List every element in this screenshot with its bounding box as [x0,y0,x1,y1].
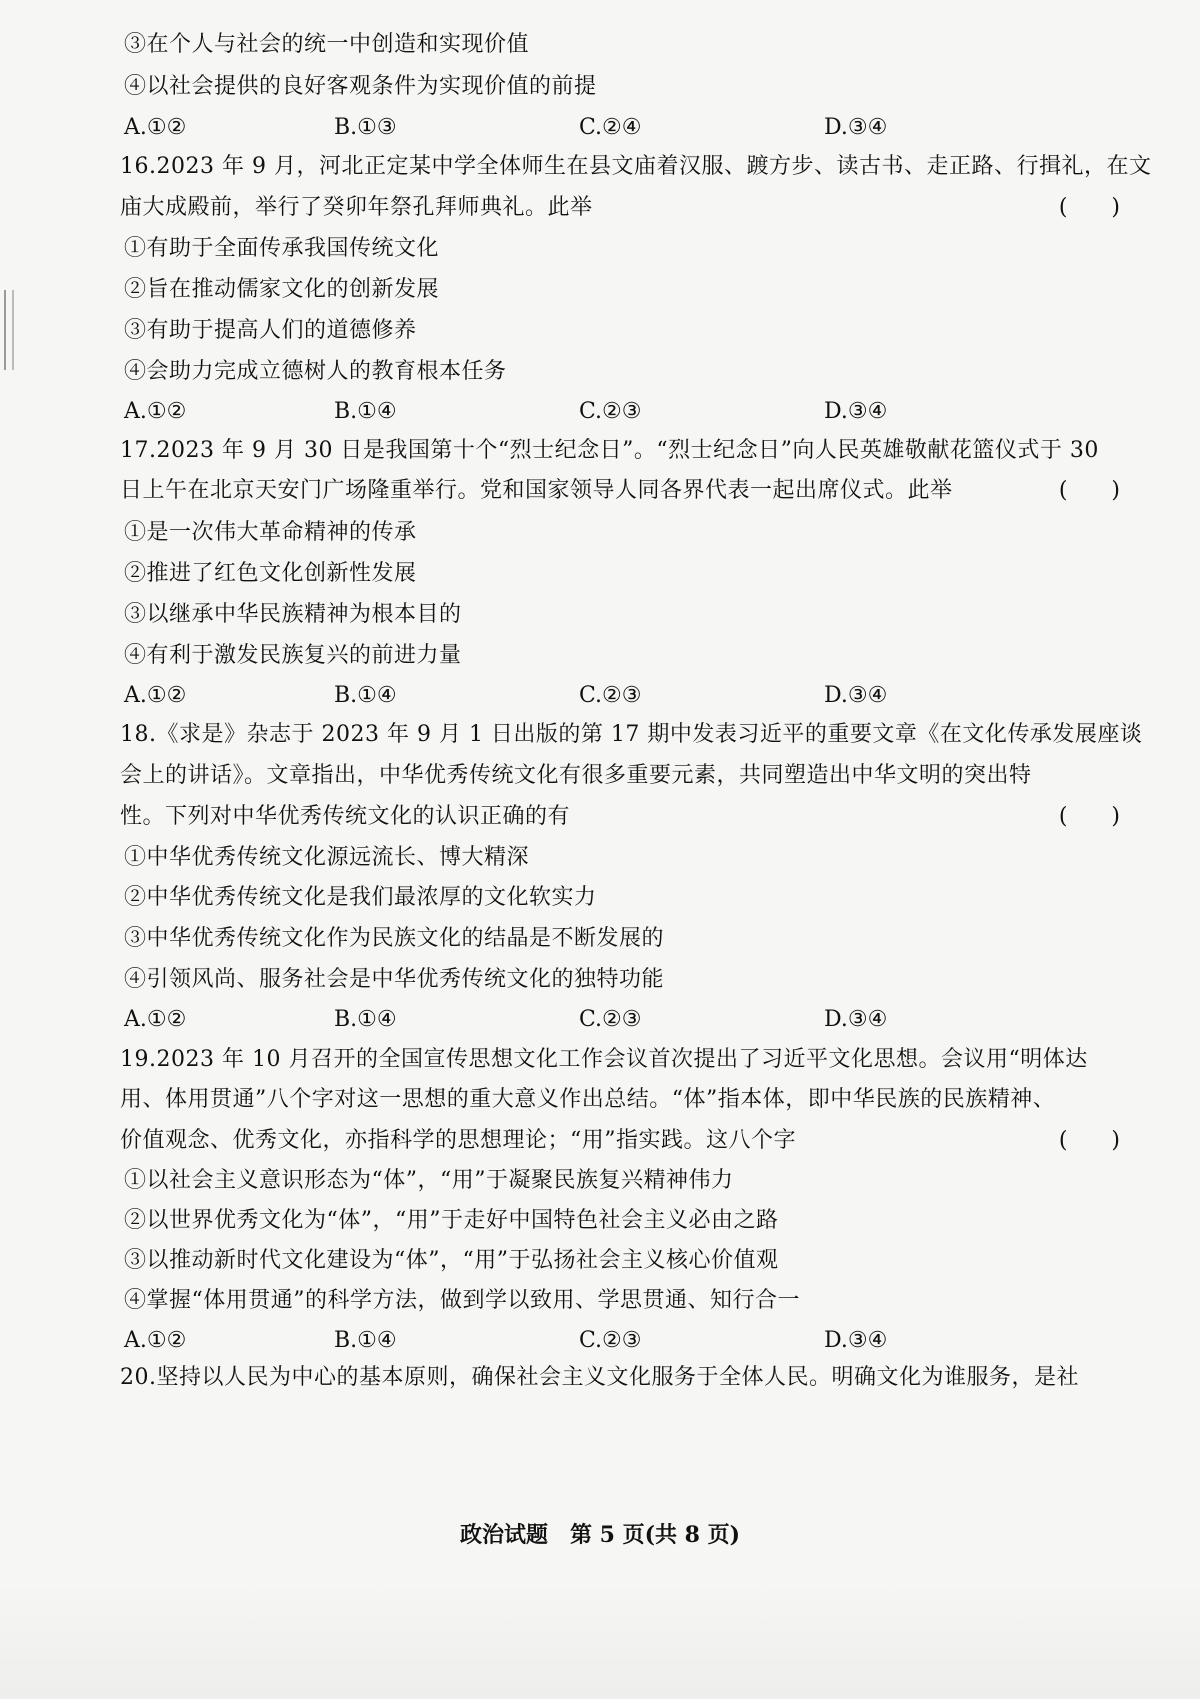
q15-choice-b: B.①③ [334,115,397,140]
q15-choice-c: C.②④ [579,115,642,140]
q18-choices [124,1005,1024,1035]
q15-option-4: ④以社会提供的良好客观条件为实现价值的前提 [124,74,597,99]
q19-option-1: ①以社会主义意识形态为“体”，“用”于凝聚民族复兴精神伟力 [124,1168,734,1193]
q18-answer-paren: ( ) [1058,804,1120,829]
q19-choices [124,1326,1024,1356]
q19-option-2: ②以世界优秀文化为“体”，“用”于走好中国特色社会主义必由之路 [124,1208,779,1233]
q16-choices [124,397,1024,427]
q17-answer-paren: ( ) [1058,478,1120,503]
q17-choice-d: D.③④ [824,683,888,708]
q19-option-4: ④掌握“体用贯通”的科学方法，做到学以致用、学思贯通、知行合一 [124,1288,800,1313]
q17-choice-a: A.①② [124,683,187,708]
q15-choice-d: D.③④ [824,115,888,140]
q17-choice-c: C.②③ [579,683,642,708]
q16-choice-c: C.②③ [579,399,642,424]
q16-stem-line-1: 16.2023 年 9 月，河北正定某中学全体师生在县文庙着汉服、踱方步、读古书、走正路、行揖礼，在文 [120,154,1152,179]
q19-stem-line-2: 用、体用贯通”八个字对这一思想的重大意义作出总结。“体”指本体，即中华民族的民族精神、 [120,1087,1056,1112]
q16-answer-paren: ( ) [1058,195,1120,220]
q18-stem-line-2: 会上的讲话》。文章指出，中华优秀传统文化有很多重要元素，共同塑造出中华文明的突出特 [120,763,1032,788]
q17-stem-line-1: 17.2023 年 9 月 30 日是我国第十个“烈士纪念日”。“烈士纪念日”向人民英雄敬献花篮仪式于 30 [120,438,1099,463]
q15-choices [124,113,1024,143]
q16-choice-b: B.①④ [334,399,397,424]
q19-stem-line-3: 价值观念、优秀文化，亦指科学的思想理论；“用”指实践。这八个字 [120,1128,796,1153]
q19-answer-paren: ( ) [1058,1128,1120,1153]
q19-stem-line-1: 19.2023 年 10 月召开的全国宣传思想文化工作会议首次提出了习近平文化思想。会议用“明体达 [120,1047,1088,1072]
q17-option-3: ③以继承中华民族精神为根本目的 [124,602,462,627]
q16-choice-a: A.①② [124,399,187,424]
binding-mark [4,290,14,370]
q15-option-3: ③在个人与社会的统一中创造和实现价值 [124,32,530,57]
q17-stem-line-2: 日上午在北京天安门广场隆重举行。党和国家领导人同各界代表一起出席仪式。此举 [120,478,953,503]
q18-option-3: ③中华优秀传统文化作为民族文化的结晶是不断发展的 [124,926,665,951]
q19-choice-a: A.①② [124,1328,187,1353]
page-bottom-shadow [0,1580,1200,1699]
q16-option-3: ③有助于提高人们的道德修养 [124,318,417,343]
q15-choice-a: A.①② [124,115,187,140]
page-footer: 政治试题 第 5 页(共 8 页) [459,1522,741,1548]
q18-stem-line-1: 18.《求是》杂志于 2023 年 9 月 1 日出版的第 17 期中发表习近平的重要文章《在文化传承发展座谈 [120,722,1143,747]
q18-option-1: ①中华优秀传统文化源远流长、博大精深 [124,845,530,870]
q16-choice-d: D.③④ [824,399,888,424]
q19-option-3: ③以推动新时代文化建设为“体”，“用”于弘扬社会主义核心价值观 [124,1248,779,1273]
q18-stem-line-3: 性。下列对中华优秀传统文化的认识正确的有 [120,804,571,829]
q16-option-2: ②旨在推动儒家文化的创新发展 [124,277,440,302]
q18-choice-b: B.①④ [334,1007,397,1032]
q19-choice-c: C.②③ [579,1328,642,1353]
q20-stem-line-1: 20.坚持以人民为中心的基本原则，确保社会主义文化服务于全体人民。明确文化为谁服务，是社 [120,1365,1079,1390]
q18-option-2: ②中华优秀传统文化是我们最浓厚的文化软实力 [124,885,597,910]
q18-choice-d: D.③④ [824,1007,888,1032]
q17-option-2: ②推进了红色文化创新性发展 [124,561,417,586]
q18-option-4: ④引领风尚、服务社会是中华优秀传统文化的独特功能 [124,967,665,992]
q16-option-4: ④会助力完成立德树人的教育根本任务 [124,359,507,384]
q19-choice-d: D.③④ [824,1328,888,1353]
q19-choice-b: B.①④ [334,1328,397,1353]
q18-choice-a: A.①② [124,1007,187,1032]
q18-choice-c: C.②③ [579,1007,642,1032]
q17-option-1: ①是一次伟大革命精神的传承 [124,520,417,545]
q17-choice-b: B.①④ [334,683,397,708]
q17-choices [124,681,1024,711]
q17-option-4: ④有利于激发民族复兴的前进力量 [124,643,462,668]
q16-stem-line-2: 庙大成殿前，举行了癸卯年祭孔拜师典礼。此举 [120,195,593,220]
q16-option-1: ①有助于全面传承我国传统文化 [124,236,440,261]
